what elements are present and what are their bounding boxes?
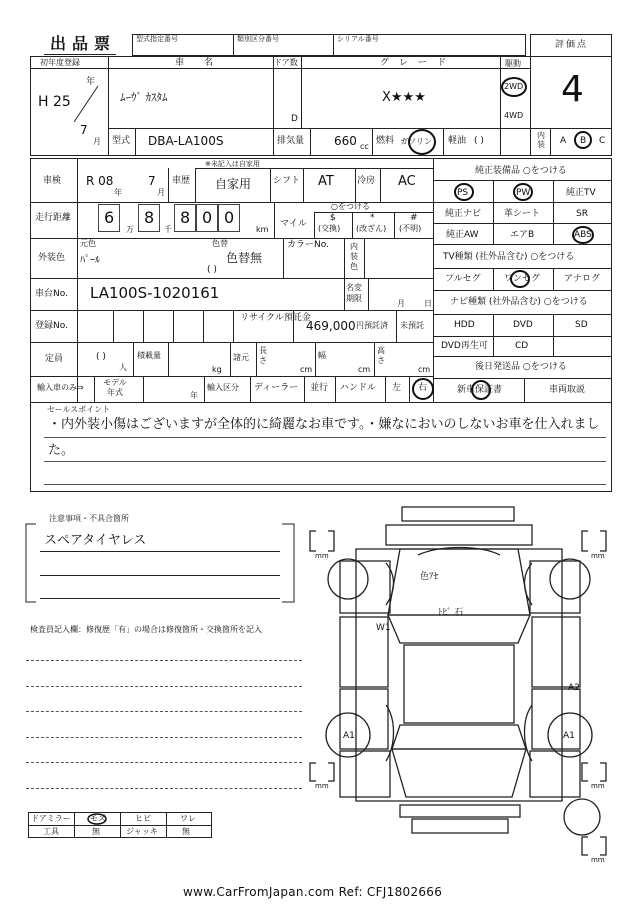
mileage-circle-note: ○をつける: [331, 202, 370, 211]
equip-airbag: エアB: [510, 230, 535, 240]
ac-label: 冷房: [357, 176, 376, 186]
navi-title: ナビ種類 (社外品含む) ○をつける: [450, 297, 588, 307]
width-cm: cm: [358, 365, 371, 374]
notes-bracket: [24, 518, 296, 606]
km-unit: km: [256, 225, 269, 234]
handle-left: 左: [392, 383, 402, 393]
navi-dvd: DVD: [513, 320, 533, 330]
history-label: 車歴: [172, 176, 191, 186]
mileage-digit-3: 8: [180, 208, 191, 227]
equip-ps: PS: [457, 188, 469, 198]
model-designation-label: 型式指定番号: [136, 35, 178, 43]
mark-windshield: ﾄﾋﾞ 石: [438, 608, 464, 618]
height-label: 高さ: [377, 346, 385, 365]
mm-spare: mm: [591, 856, 605, 864]
equip-aw: 純正AW: [446, 230, 479, 240]
color-label: 外装色: [38, 253, 66, 263]
mm-rl: mm: [315, 782, 329, 790]
interior-b-circle: [574, 131, 592, 149]
mileage-digit-2: 8: [144, 208, 155, 227]
mm-rr: mm: [591, 782, 605, 790]
shift-label: シフト: [273, 176, 301, 186]
orig-color-label: 元色: [80, 239, 96, 248]
dvd-playback: DVD再生可: [441, 341, 488, 351]
equip-sr: SR: [576, 209, 588, 219]
mm-fr: mm: [591, 552, 605, 560]
fuel-diesel: 軽油: [448, 136, 467, 146]
import-type-label: 輸入区分: [207, 383, 239, 392]
handle-label: ハンドル: [340, 383, 377, 393]
history-note: ※未記入は自家用: [205, 160, 260, 168]
recycle-unit: 円預託済: [356, 321, 388, 330]
mini-h2: モズ: [90, 814, 106, 823]
interior-label: 内装: [537, 131, 545, 149]
displacement-value: 660: [334, 134, 357, 148]
name-period-month: 月: [397, 299, 405, 308]
grade-label: グレード: [380, 58, 457, 68]
import-parallel: 並行: [310, 383, 329, 393]
navi-hdd: HDD: [454, 320, 475, 330]
mini-h1: ドアミラー: [31, 814, 71, 823]
chassis-label: 車台No.: [35, 289, 68, 299]
mini-r2: 無: [92, 827, 100, 836]
drive-2wd-circle: [501, 77, 527, 97]
tv-oneseg: ワンセグ: [504, 274, 541, 284]
mini-r4: 無: [182, 827, 190, 836]
handle-right-circle: [412, 378, 434, 400]
model-year-label: モデル年式: [103, 378, 127, 397]
inspection-value: R 08: [86, 174, 114, 188]
interior-c: C: [599, 136, 606, 146]
capacity-label: 定員: [45, 354, 64, 364]
mark-left-rear-wheel: A1: [343, 731, 355, 741]
mileage-hash: #: [410, 213, 418, 223]
first-reg-label: 初年度登録: [40, 58, 80, 67]
import-only-label: 輸入車のみ⇒: [37, 383, 84, 392]
model-value: DBA-LA100S: [148, 134, 224, 148]
mini-h3: ヒビ: [135, 814, 151, 823]
mini-r3: ジャッキ: [126, 827, 158, 836]
equip-navi: 純正ナビ: [445, 209, 482, 219]
cd-playback: CD: [515, 341, 529, 351]
mileage-digit-4: 0: [202, 208, 213, 227]
navi-sd: SD: [575, 320, 588, 330]
recycle-value: 469,000: [306, 319, 356, 333]
ac-value: AC: [398, 174, 416, 189]
shift-value: AT: [318, 174, 334, 189]
equip-abs-circle: [572, 226, 594, 244]
first-reg-year: H 25: [38, 94, 71, 110]
interior-color-label: 内装色: [350, 242, 358, 271]
docs-manual: 車両取説: [549, 385, 586, 395]
year-unit: 年: [86, 77, 96, 87]
mm-fl: mm: [315, 552, 329, 560]
car-name: ﾑｰｳﾞ ｶｽﾀﾑ: [120, 91, 168, 104]
docs-warranty: 新車保証書: [457, 385, 503, 395]
month-unit: 月: [93, 137, 101, 146]
inspection-month-unit: 月: [157, 188, 165, 197]
recycle-label: リサイクル預託金: [240, 313, 311, 323]
mile-label: マイル: [280, 219, 307, 229]
length-label: 長さ: [259, 346, 267, 365]
tv-analog: アナログ: [564, 274, 601, 284]
mileage-label: 走行距離: [35, 213, 72, 223]
capacity-paren: ( ): [96, 352, 106, 362]
mileage-digit-5: 0: [224, 208, 235, 227]
car-name-label: 車名: [175, 58, 234, 68]
name-period-day: 日: [424, 299, 432, 308]
color-no-label: カラーNo.: [287, 240, 329, 250]
dims-label: 諸元: [233, 353, 249, 362]
kg-unit: kg: [212, 365, 222, 374]
score-label: 評価点: [555, 40, 589, 50]
inspection-month: 7: [148, 174, 156, 188]
door-value: D: [291, 114, 298, 124]
drive-4wd: 4WD: [504, 111, 524, 120]
first-reg-slash: [72, 84, 100, 124]
fuel-paren: ( ): [474, 136, 484, 146]
repaint-paren: ( ): [207, 265, 217, 275]
name-period-label: 名変期限: [346, 283, 362, 303]
mark-hood: 色ｱｾ: [420, 572, 439, 582]
inspection-label: 車検: [43, 176, 62, 186]
repaint-value: 色替無: [226, 251, 263, 265]
mark-right-rear: A2: [568, 683, 580, 693]
width-label: 幅: [318, 351, 326, 360]
model-year-unit: 年: [190, 391, 198, 400]
fuel-gasoline: ガソリン: [400, 137, 432, 146]
displacement-label: 排気量: [277, 136, 305, 146]
first-reg-month: 7: [80, 123, 88, 137]
score-value: 4: [561, 69, 584, 110]
door-label: ドア数: [274, 58, 298, 67]
mini-r1: 工具: [43, 827, 59, 836]
equip-pw-circle: [513, 183, 533, 201]
category-label: 類別区分番号: [237, 35, 279, 43]
equip-tv: 純正TV: [566, 188, 596, 198]
sales-line-1: ・内外装小傷はございますが全体的に綺麗なお車です。・嫌なにおいのしないお車を仕入れまし: [48, 417, 600, 432]
length-cm: cm: [300, 365, 313, 374]
mark-right-rear-wheel: A1: [563, 731, 575, 741]
tv-title: TV種類 (社外品含む) ○をつける: [443, 252, 575, 262]
mileage-dollar: $: [330, 213, 336, 223]
sales-line-2: た。: [48, 443, 75, 458]
man-unit: 万: [126, 225, 134, 234]
recycle-unpaid: 未預託: [400, 321, 424, 330]
load-label: 積載量: [137, 351, 161, 360]
mark-left-door: W1: [376, 623, 391, 633]
grade-value: X★★★: [382, 90, 426, 105]
sen-unit: 千: [164, 225, 172, 234]
equip-ps-circle: [454, 183, 474, 201]
sales-label: セールスポイント: [47, 405, 111, 414]
top-id-row: [132, 34, 526, 56]
height-cm: cm: [418, 365, 431, 374]
genuine-title: 純正装備品 ○をつける: [475, 166, 567, 176]
person-unit: 人: [119, 363, 127, 372]
chassis-value: LA100S-1020161: [90, 284, 220, 302]
mileage-digit-1: 6: [104, 208, 115, 227]
interior-b: B: [580, 136, 587, 146]
reg-no-label: 登録No.: [35, 321, 68, 331]
tv-oneseg-circle: [510, 270, 530, 288]
title-underline: [44, 54, 116, 55]
drive-label: 駆動: [505, 59, 521, 68]
notes-line-1: スペアタイヤレス: [44, 533, 147, 548]
history-value: 自家用: [215, 177, 252, 191]
fuel-label: 燃料: [376, 136, 395, 146]
mileage-unknown: (不明): [399, 224, 422, 233]
mini-h4: ワレ: [180, 814, 196, 823]
cc-unit: cc: [360, 142, 369, 151]
handle-right: 右: [418, 383, 428, 393]
interior-a: A: [560, 136, 567, 146]
equip-leather: 革シート: [504, 209, 541, 219]
inspector-label: 検査員記入欄：修復歴「有」の場合は修復箇所・交換箇所を記入: [30, 625, 262, 634]
repaint-label: 色替: [212, 239, 228, 248]
tv-fullseg: フルセグ: [445, 274, 481, 284]
fuel-gasoline-circle: [408, 129, 436, 155]
docs-title: 後日発送品 ○をつける: [475, 362, 567, 372]
sheet-title: 出品票: [50, 34, 117, 53]
import-dealer: ディーラー: [254, 383, 299, 393]
inspection-year-unit: 年: [114, 188, 122, 197]
equip-abs: ABS: [574, 230, 592, 240]
footer-ref: www.CarFromJapan.com Ref: CFJ1802666: [183, 885, 443, 899]
mileage-tampered: (改ざん): [356, 224, 387, 233]
mileage-star: *: [370, 213, 375, 223]
mileage-exchange: (交換): [318, 224, 341, 233]
mini-h2-mark: [86, 812, 108, 826]
docs-warranty-circle: [471, 380, 491, 400]
orig-color-value: ﾊﾟｰﾙ: [80, 255, 100, 266]
serial-label: シリアル番号: [337, 35, 379, 43]
notes-label: 注意事項・不具合箇所: [49, 514, 129, 523]
model-label: 型式: [112, 136, 131, 146]
equip-pw: PW: [516, 188, 531, 198]
drive-2wd: 2WD: [504, 82, 524, 91]
